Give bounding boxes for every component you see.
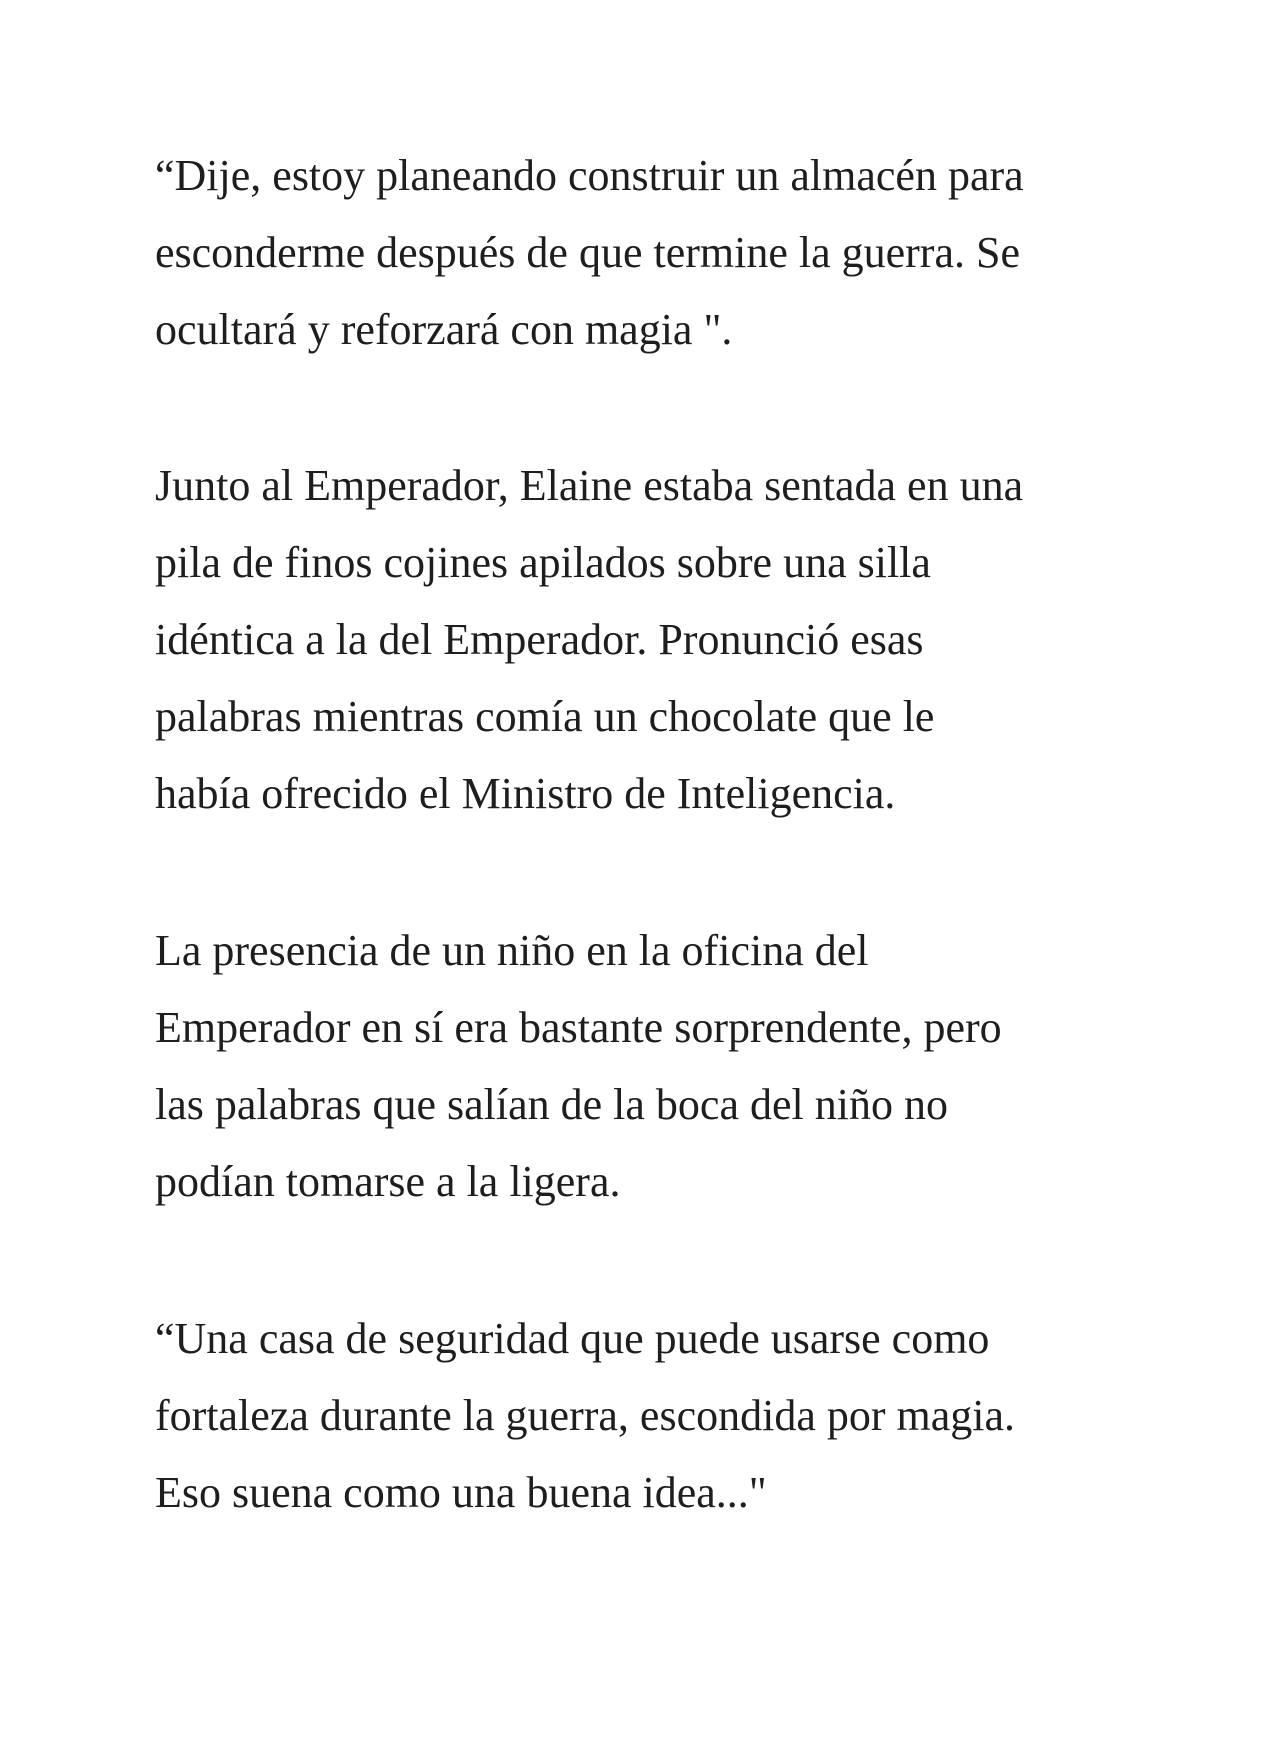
paragraph-3 xyxy=(155,912,1155,1220)
paragraph-line: Eso suena como una buena idea..." xyxy=(155,1468,767,1517)
paragraph-line: La presencia de un niño en la oficina del xyxy=(155,926,869,975)
paragraph-line: las palabras que salían de la boca del niño no xyxy=(155,1080,948,1129)
paragraph-line: “Una casa de seguridad que puede usarse como xyxy=(155,1314,990,1363)
paragraph-4 xyxy=(155,1300,1155,1531)
paragraph-line: esconderme después de que termine la guerra. Se xyxy=(155,228,1020,277)
paragraph-line: Junto al Emperador, Elaine estaba sentada en una xyxy=(155,461,1024,510)
paragraph-1 xyxy=(155,137,1155,368)
paragraph-line: pila de finos cojines apilados sobre una silla xyxy=(155,538,931,587)
paragraph-2 xyxy=(155,447,1155,832)
paragraph-line: “Dije, estoy planeando construir un almacén para xyxy=(155,151,1024,200)
paragraph-line: Emperador en sí era bastante sorprendente, pero xyxy=(155,1003,1002,1052)
paragraph-line: palabras mientras comía un chocolate que le xyxy=(155,692,935,741)
paragraph-line: había ofrecido el Ministro de Inteligencia. xyxy=(155,769,896,818)
paragraph-line: podían tomarse a la ligera. xyxy=(155,1157,621,1206)
paragraph-line: fortaleza durante la guerra, escondida por magia. xyxy=(155,1391,1016,1440)
paragraph-line: idéntica a la del Emperador. Pronunció esas xyxy=(155,615,924,664)
paragraph-line: ocultará y reforzará con magia ". xyxy=(155,305,733,354)
